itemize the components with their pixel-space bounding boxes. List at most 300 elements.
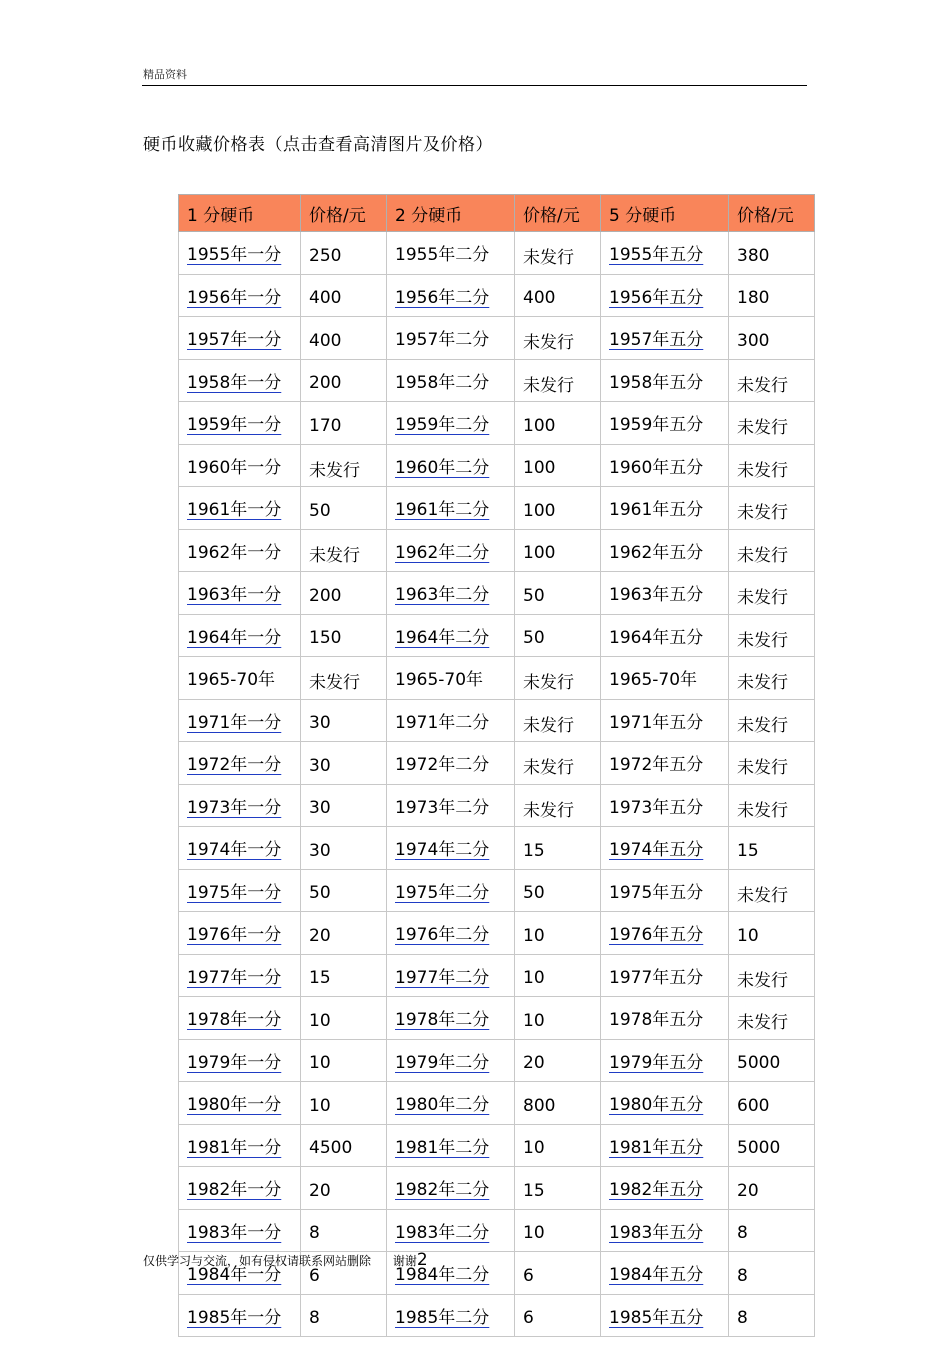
price-value: 未发行 (737, 418, 788, 439)
price-value: 6 (523, 1265, 534, 1286)
price-5fen-cell (729, 1124, 815, 1167)
coin-5fen-cell (601, 699, 729, 742)
coin-label: 1959年五分 (609, 415, 704, 436)
coin-1fen-cell (179, 699, 301, 742)
price-value: 未发行 (309, 545, 360, 566)
coin-1fen-cell (179, 614, 301, 657)
coin-2fen-cell (387, 487, 515, 530)
coin-1fen-cell (179, 954, 301, 997)
coin-label: 1958年五分 (609, 372, 704, 393)
coin-link[interactable]: 1984年二分 (395, 1265, 490, 1286)
coin-2fen-cell (387, 529, 515, 572)
table-row (179, 912, 815, 955)
coin-1fen-cell (179, 359, 301, 402)
price-1fen-cell (301, 359, 387, 402)
coin-label: 1960年五分 (609, 457, 704, 478)
coin-link[interactable]: 1976年五分 (609, 925, 704, 946)
coin-1fen-cell (179, 997, 301, 1040)
coin-5fen-cell (601, 1124, 729, 1167)
table-row (179, 954, 815, 997)
coin-1fen-cell (179, 1209, 301, 1252)
price-1fen-cell (301, 827, 387, 870)
price-1fen-cell (301, 997, 387, 1040)
price-value: 未发行 (737, 1013, 788, 1034)
price-value: 15 (737, 840, 759, 861)
price-1fen-cell (301, 1209, 387, 1252)
coin-link[interactable]: 1983年五分 (609, 1222, 704, 1243)
coin-link[interactable]: 1978年一分 (187, 1010, 282, 1031)
coin-link[interactable]: 1971年一分 (187, 712, 282, 733)
coin-link[interactable]: 1981年一分 (187, 1137, 282, 1158)
column-header-5fen-coin: 5 分硬币 (601, 195, 729, 232)
price-value: 未发行 (309, 460, 360, 481)
price-value: 200 (309, 585, 342, 606)
price-value: 180 (737, 288, 770, 309)
coin-1fen-cell (179, 572, 301, 615)
table-row (179, 1209, 815, 1252)
column-header-1fen-coin: 1 分硬币 (179, 195, 301, 232)
coin-2fen-cell (387, 997, 515, 1040)
price-5fen-cell (729, 317, 815, 360)
coin-link[interactable]: 1985年二分 (395, 1307, 490, 1328)
price-value: 30 (309, 840, 331, 861)
coin-5fen-cell (601, 784, 729, 827)
coin-link[interactable]: 1983年二分 (395, 1222, 490, 1243)
price-2fen-cell (515, 614, 601, 657)
price-5fen-cell (729, 1294, 815, 1337)
coin-link[interactable]: 1963年一分 (187, 585, 282, 606)
price-value: 10 (309, 1053, 331, 1074)
price-5fen-cell (729, 359, 815, 402)
price-value: 未发行 (737, 970, 788, 991)
price-5fen-cell (729, 742, 815, 785)
price-value: 20 (309, 1180, 331, 1201)
price-value: 30 (309, 755, 331, 776)
coin-label: 1964年五分 (609, 627, 704, 648)
price-1fen-cell (301, 444, 387, 487)
price-value: 6 (523, 1308, 534, 1329)
coin-link[interactable]: 1964年二分 (395, 627, 490, 648)
price-2fen-cell (515, 997, 601, 1040)
coin-2fen-cell (387, 444, 515, 487)
table-row (179, 359, 815, 402)
coin-link[interactable]: 1961年二分 (395, 500, 490, 521)
coin-5fen-cell (601, 232, 729, 275)
price-1fen-cell (301, 1294, 387, 1337)
price-value: 15 (523, 1180, 545, 1201)
price-value: 15 (523, 840, 545, 861)
coin-5fen-cell (601, 827, 729, 870)
coin-link[interactable]: 1955年一分 (187, 245, 282, 266)
coin-label: 1957年二分 (395, 330, 490, 351)
price-5fen-cell (729, 1252, 815, 1295)
coin-link[interactable]: 1977年二分 (395, 967, 490, 988)
price-1fen-cell (301, 572, 387, 615)
header-divider (142, 85, 807, 86)
coin-2fen-cell (387, 572, 515, 615)
coin-link[interactable]: 1964年一分 (187, 627, 282, 648)
price-2fen-cell (515, 402, 601, 445)
price-value: 200 (309, 373, 342, 394)
price-2fen-cell (515, 232, 601, 275)
price-1fen-cell (301, 232, 387, 275)
table-row (179, 827, 815, 870)
price-2fen-cell (515, 869, 601, 912)
coin-link[interactable]: 1982年五分 (609, 1180, 704, 1201)
price-2fen-cell (515, 954, 601, 997)
coin-5fen-cell (601, 402, 729, 445)
coin-link[interactable]: 1979年五分 (609, 1052, 704, 1073)
coin-2fen-cell (387, 742, 515, 785)
coin-2fen-cell (387, 827, 515, 870)
page-title: 硬币收藏价格表（点击查看高清图片及价格） (143, 135, 493, 155)
price-value: 未发行 (309, 673, 360, 694)
table-row (179, 657, 815, 700)
footer (143, 1250, 428, 1270)
coin-2fen-cell (387, 1039, 515, 1082)
footer-notice: 仅供学习与交流，如有侵权请联系网站删除 (143, 1254, 372, 1268)
table-row (179, 444, 815, 487)
table-row (179, 487, 815, 530)
coin-5fen-cell (601, 572, 729, 615)
price-value: 100 (523, 415, 556, 436)
coin-link[interactable]: 1975年二分 (395, 882, 490, 903)
price-value: 8 (309, 1223, 320, 1244)
coin-label: 1965-70年 (395, 670, 484, 691)
header-label: 精品资料 (143, 68, 187, 81)
price-value: 未发行 (523, 673, 574, 694)
price-value: 10 (309, 1010, 331, 1031)
price-value: 未发行 (737, 715, 788, 736)
price-5fen-cell (729, 1039, 815, 1082)
price-value: 未发行 (737, 588, 788, 609)
coin-link[interactable]: 1962年二分 (395, 542, 490, 563)
table-row (179, 317, 815, 360)
coin-link[interactable]: 1983年一分 (187, 1222, 282, 1243)
coin-2fen-cell (387, 784, 515, 827)
price-value: 10 (523, 968, 545, 989)
coin-5fen-cell (601, 317, 729, 360)
coin-link[interactable]: 1982年一分 (187, 1180, 282, 1201)
coin-1fen-cell (179, 274, 301, 317)
price-value: 50 (523, 883, 545, 904)
coin-link[interactable]: 1963年二分 (395, 585, 490, 606)
coin-link[interactable]: 1977年一分 (187, 967, 282, 988)
price-5fen-cell (729, 572, 815, 615)
price-value: 8 (309, 1308, 320, 1329)
coin-label: 1962年五分 (609, 542, 704, 563)
price-value: 未发行 (737, 460, 788, 481)
coin-5fen-cell (601, 912, 729, 955)
coin-link[interactable]: 1974年一分 (187, 840, 282, 861)
coin-1fen-cell (179, 1039, 301, 1082)
price-2fen-cell (515, 529, 601, 572)
price-value: 300 (737, 330, 770, 351)
price-5fen-cell (729, 487, 815, 530)
coin-1fen-cell (179, 529, 301, 572)
price-2fen-cell (515, 742, 601, 785)
price-5fen-cell (729, 529, 815, 572)
coin-link[interactable]: 1973年一分 (187, 797, 282, 818)
price-1fen-cell (301, 912, 387, 955)
price-5fen-cell (729, 402, 815, 445)
price-value: 未发行 (737, 758, 788, 779)
price-5fen-cell (729, 1167, 815, 1210)
table-row (179, 529, 815, 572)
coin-2fen-cell (387, 232, 515, 275)
coin-5fen-cell (601, 1209, 729, 1252)
coin-link[interactable]: 1981年二分 (395, 1137, 490, 1158)
coin-2fen-cell (387, 954, 515, 997)
coin-link[interactable]: 1955年五分 (609, 245, 704, 266)
footer-thanks: 谢谢 (392, 1254, 417, 1268)
price-5fen-cell (729, 274, 815, 317)
coin-1fen-cell (179, 232, 301, 275)
coin-link[interactable]: 1974年五分 (609, 840, 704, 861)
price-value: 未发行 (737, 673, 788, 694)
coin-label: 1965-70年 (609, 670, 698, 691)
price-value: 10 (523, 1223, 545, 1244)
coin-1fen-cell (179, 1294, 301, 1337)
price-value: 4500 (309, 1138, 353, 1159)
price-value: 600 (737, 1095, 770, 1116)
price-5fen-cell (729, 614, 815, 657)
coin-5fen-cell (601, 487, 729, 530)
coin-label: 1961年五分 (609, 500, 704, 521)
price-value: 5000 (737, 1053, 781, 1074)
table-row (179, 402, 815, 445)
coin-5fen-cell (601, 359, 729, 402)
coin-1fen-cell (179, 317, 301, 360)
coin-1fen-cell (179, 1082, 301, 1125)
coin-2fen-cell (387, 699, 515, 742)
coin-1fen-cell (179, 487, 301, 530)
coin-label: 1972年二分 (395, 755, 490, 776)
coin-1fen-cell (179, 742, 301, 785)
coin-link[interactable]: 1982年二分 (395, 1180, 490, 1201)
price-1fen-cell (301, 274, 387, 317)
price-value: 未发行 (523, 375, 574, 396)
column-header-2fen-coin: 2 分硬币 (387, 195, 515, 232)
coin-link[interactable]: 1975年一分 (187, 882, 282, 903)
price-value: 30 (309, 798, 331, 819)
price-2fen-cell (515, 359, 601, 402)
price-value: 50 (309, 500, 331, 521)
coin-link[interactable]: 1959年二分 (395, 415, 490, 436)
coin-link[interactable]: 1956年一分 (187, 287, 282, 308)
price-5fen-cell (729, 1082, 815, 1125)
coin-1fen-cell (179, 1167, 301, 1210)
coin-link[interactable]: 1961年一分 (187, 500, 282, 521)
coin-1fen-cell (179, 444, 301, 487)
price-value: 30 (309, 713, 331, 734)
price-1fen-cell (301, 742, 387, 785)
coin-label: 1955年二分 (395, 245, 490, 266)
price-value: 未发行 (737, 503, 788, 524)
coin-label: 1978年五分 (609, 1010, 704, 1031)
coin-link[interactable]: 1980年五分 (609, 1095, 704, 1116)
price-value: 10 (737, 925, 759, 946)
coin-link[interactable]: 1976年一分 (187, 925, 282, 946)
price-5fen-cell (729, 869, 815, 912)
table-row (179, 232, 815, 275)
table-row (179, 784, 815, 827)
price-2fen-cell (515, 1167, 601, 1210)
price-value: 未发行 (523, 248, 574, 269)
price-value: 10 (523, 1138, 545, 1159)
coin-2fen-cell (387, 359, 515, 402)
price-2fen-cell (515, 657, 601, 700)
coin-5fen-cell (601, 869, 729, 912)
coin-label: 1975年五分 (609, 882, 704, 903)
coin-2fen-cell (387, 402, 515, 445)
coin-1fen-cell (179, 1124, 301, 1167)
price-2fen-cell (515, 827, 601, 870)
price-value: 10 (523, 925, 545, 946)
coin-2fen-cell (387, 317, 515, 360)
table-row (179, 742, 815, 785)
coin-link[interactable]: 1976年二分 (395, 925, 490, 946)
price-value: 50 (523, 585, 545, 606)
coin-5fen-cell (601, 274, 729, 317)
table-row (179, 869, 815, 912)
column-header-price: 价格/元 (515, 195, 601, 232)
coin-label: 1960年一分 (187, 457, 282, 478)
coin-5fen-cell (601, 529, 729, 572)
coin-1fen-cell (179, 784, 301, 827)
price-2fen-cell (515, 1209, 601, 1252)
coin-link[interactable]: 1956年二分 (395, 287, 490, 308)
coin-link[interactable]: 1980年一分 (187, 1095, 282, 1116)
price-value: 10 (309, 1095, 331, 1116)
coin-1fen-cell (179, 912, 301, 955)
coin-label: 1963年五分 (609, 585, 704, 606)
coin-2fen-cell (387, 1124, 515, 1167)
price-value: 8 (737, 1265, 748, 1286)
table-row (179, 1039, 815, 1082)
price-1fen-cell (301, 614, 387, 657)
price-1fen-cell (301, 1082, 387, 1125)
coin-5fen-cell (601, 1294, 729, 1337)
price-value: 250 (309, 245, 342, 266)
table-body (179, 232, 815, 1337)
coin-link[interactable]: 1979年一分 (187, 1052, 282, 1073)
coin-5fen-cell (601, 742, 729, 785)
coin-link[interactable]: 1959年一分 (187, 415, 282, 436)
coin-1fen-cell (179, 402, 301, 445)
coin-1fen-cell (179, 869, 301, 912)
price-5fen-cell (729, 699, 815, 742)
coin-5fen-cell (601, 1167, 729, 1210)
price-5fen-cell (729, 954, 815, 997)
table-row (179, 274, 815, 317)
coin-link[interactable]: 1974年二分 (395, 840, 490, 861)
table-row (179, 699, 815, 742)
coin-2fen-cell (387, 1294, 515, 1337)
table-row (179, 997, 815, 1040)
price-1fen-cell (301, 1167, 387, 1210)
price-5fen-cell (729, 232, 815, 275)
coin-label: 1977年五分 (609, 967, 704, 988)
coin-link[interactable]: 1960年二分 (395, 457, 490, 478)
coin-1fen-cell (179, 827, 301, 870)
price-value: 400 (309, 330, 342, 351)
price-2fen-cell (515, 317, 601, 360)
coin-link[interactable]: 1985年五分 (609, 1307, 704, 1328)
price-value: 8 (737, 1308, 748, 1329)
coin-link[interactable]: 1981年五分 (609, 1137, 704, 1158)
price-value: 15 (309, 968, 331, 989)
coin-2fen-cell (387, 614, 515, 657)
coin-2fen-cell (387, 1167, 515, 1210)
coin-link[interactable]: 1957年一分 (187, 330, 282, 351)
price-value: 50 (523, 628, 545, 649)
price-2fen-cell (515, 274, 601, 317)
coin-link[interactable]: 1956年五分 (609, 287, 704, 308)
price-value: 6 (309, 1265, 320, 1286)
price-5fen-cell (729, 657, 815, 700)
price-5fen-cell (729, 997, 815, 1040)
coin-link[interactable]: 1979年二分 (395, 1052, 490, 1073)
price-1fen-cell (301, 784, 387, 827)
table-row (179, 572, 815, 615)
price-value: 380 (737, 245, 770, 266)
coin-link[interactable]: 1984年一分 (187, 1265, 282, 1286)
price-value: 8 (737, 1223, 748, 1244)
coin-link[interactable]: 1957年五分 (609, 330, 704, 351)
price-5fen-cell (729, 1209, 815, 1252)
price-value: 未发行 (523, 800, 574, 821)
coin-label: 1973年五分 (609, 797, 704, 818)
coin-2fen-cell (387, 869, 515, 912)
price-value: 20 (523, 1053, 545, 1074)
coin-2fen-cell (387, 1082, 515, 1125)
coin-1fen-cell (179, 657, 301, 700)
price-value: 未发行 (737, 630, 788, 651)
coin-2fen-cell (387, 274, 515, 317)
coin-link[interactable]: 1958年一分 (187, 372, 282, 393)
coin-2fen-cell (387, 912, 515, 955)
price-value: 100 (523, 500, 556, 521)
coin-label: 1973年二分 (395, 797, 490, 818)
table-row (179, 1294, 815, 1337)
price-value: 未发行 (737, 545, 788, 566)
price-value: 未发行 (737, 800, 788, 821)
price-5fen-cell (729, 912, 815, 955)
price-1fen-cell (301, 317, 387, 360)
price-2fen-cell (515, 444, 601, 487)
table-row (179, 614, 815, 657)
coin-link[interactable]: 1980年二分 (395, 1095, 490, 1116)
coin-link[interactable]: 1978年二分 (395, 1010, 490, 1031)
coin-label: 1962年一分 (187, 542, 282, 563)
coin-link[interactable]: 1984年五分 (609, 1265, 704, 1286)
table-row (179, 1167, 815, 1210)
price-1fen-cell (301, 699, 387, 742)
price-value: 未发行 (523, 715, 574, 736)
price-value: 未发行 (523, 758, 574, 779)
coin-5fen-cell (601, 997, 729, 1040)
coin-label: 1971年五分 (609, 712, 704, 733)
price-5fen-cell (729, 784, 815, 827)
price-2fen-cell (515, 1252, 601, 1295)
coin-link[interactable]: 1972年一分 (187, 755, 282, 776)
price-2fen-cell (515, 699, 601, 742)
table-header-row (179, 195, 815, 232)
coin-link[interactable]: 1985年一分 (187, 1307, 282, 1328)
price-5fen-cell (729, 827, 815, 870)
price-1fen-cell (301, 402, 387, 445)
